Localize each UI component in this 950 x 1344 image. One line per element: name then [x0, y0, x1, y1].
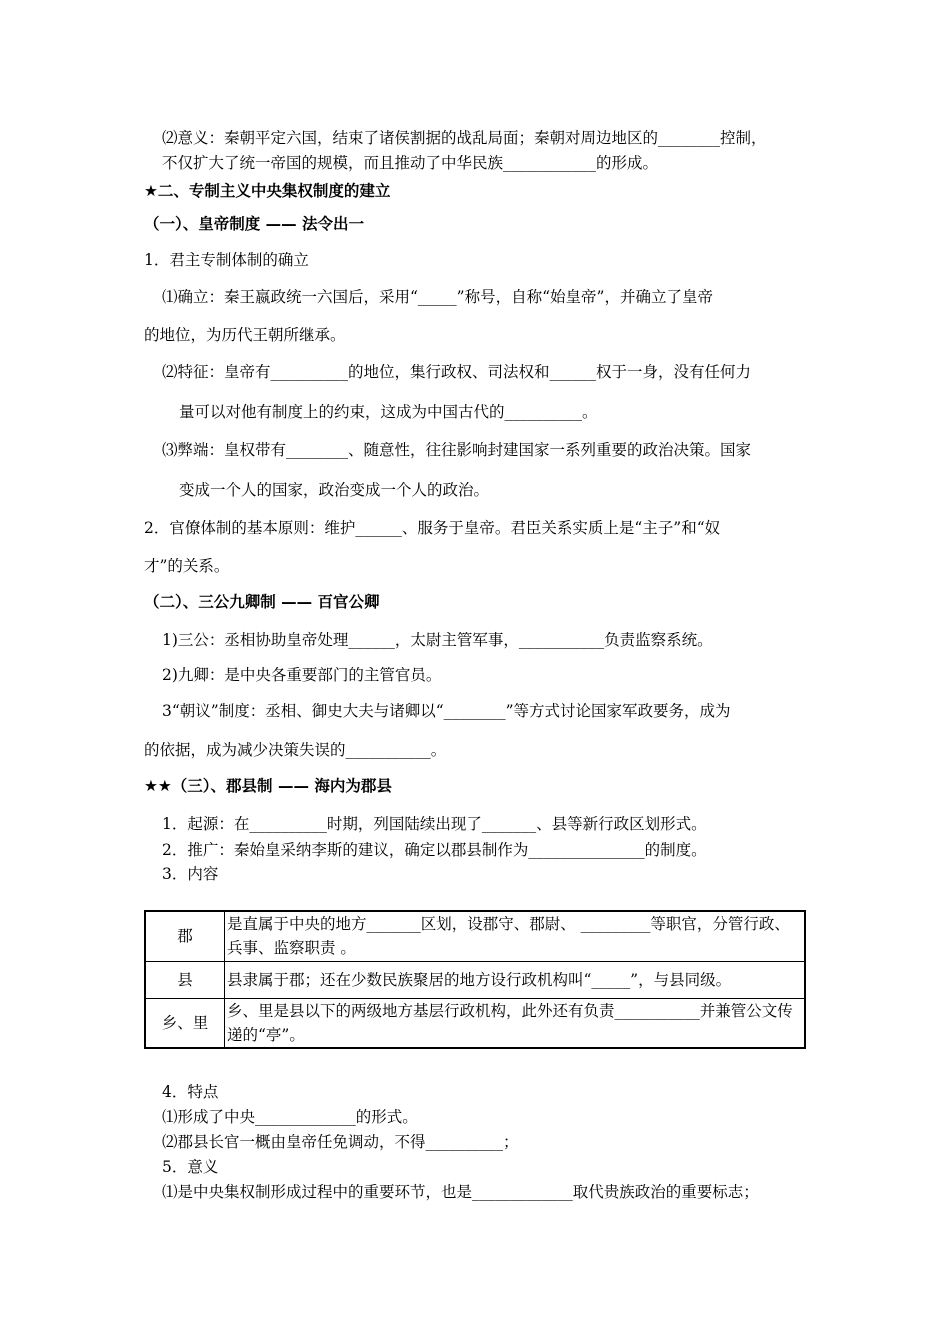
item-heading: 1．君主专制体制的确立 — [144, 251, 309, 269]
paragraph-line: 3．内容 — [162, 865, 219, 883]
paragraph-line: 量可以对他有制度上的约束，这成为中国古代的__________。 — [179, 403, 598, 421]
table-row — [145, 911, 805, 961]
paragraph-line: 才”的关系。 — [144, 557, 230, 575]
paragraph-line: ⑵特征：皇帝有__________的地位，集行政权、司法权和______权于一身，没有任何力 — [162, 363, 752, 381]
paragraph-line: 2．官僚体制的基本原则：维护______、服务于皇帝。君臣关系实质上是“主子”和“奴 — [144, 519, 721, 537]
section-heading: ★二、专制主义中央集权制度的建立 — [144, 182, 391, 200]
item-heading: 4．特点 — [162, 1083, 219, 1101]
table-row — [145, 998, 805, 1048]
paragraph-line: 1．起源：在__________时期，列国陆续出现了_______、县等新行政区划形式。 — [162, 815, 707, 833]
paragraph-line: 3“朝议”制度：丞相、御史大夫与诸卿以“________”等方式讨论国家军政要务，成为 — [162, 702, 731, 720]
table-row — [145, 961, 805, 998]
paragraph-line: ⑴确立：秦王嬴政统一六国后，采用“_____”称号，自称“始皇帝”，并确立了皇帝 — [162, 288, 713, 306]
table-cell: 是直属于中央的地方_______区划，设郡守、郡尉、 _________等职官，分管行政、兵事、监察职责 。 — [225, 911, 806, 961]
paragraph-line: 不仅扩大了统一帝国的规模，而且推动了中华民族____________的形成。 — [162, 154, 659, 172]
table-cell: 县隶属于郡；还在少数民族聚居的地方设行政机构叫“_____”，与县同级。 — [225, 961, 806, 998]
paragraph-line: 的地位，为历代王朝所继承。 — [144, 326, 346, 344]
table-row-head: 乡、里 — [145, 998, 225, 1048]
paragraph-line: ⑴是中央集权制形成过程中的重要环节，也是_____________取代贵族政治的重要标志； — [162, 1183, 759, 1201]
paragraph-line: ⑵意义：秦朝平定六国，结束了诸侯割据的战乱局面；秦朝对周边地区的________控制， — [162, 129, 767, 147]
paragraph-line: 2．推广：秦始皇采纳李斯的建议，确定以郡县制作为_______________的制度。 — [162, 841, 707, 859]
paragraph-line: 2)九卿：是中央各重要部门的主管官员。 — [162, 666, 442, 684]
paragraph-line: 1)三公：丞相协助皇帝处理______，太尉主管军事，___________负责监察系统。 — [162, 631, 713, 649]
table-row-head: 郡 — [145, 911, 225, 961]
item-heading: 5．意义 — [162, 1158, 219, 1176]
subsection-heading: （二）、三公九卿制 —— 百官公卿 — [144, 593, 380, 611]
subsection-heading: ★★（三）、郡县制 —— 海内为郡县 — [144, 777, 392, 795]
paragraph-line: ⑴形成了中央_____________的形式。 — [162, 1108, 418, 1126]
paragraph-line: 变成一个人的国家，政治变成一个人的政治。 — [179, 481, 490, 499]
table-row-head: 县 — [145, 961, 225, 998]
county-system-table — [144, 910, 806, 1049]
subsection-heading: （一）、皇帝制度 —— 法令出一 — [144, 215, 365, 233]
paragraph-line: ⑵郡县长官一概由皇帝任免调动，不得__________； — [162, 1133, 519, 1151]
paragraph-line: 的依据，成为减少决策失误的___________。 — [144, 741, 447, 759]
table-cell: 乡、里是县以下的两级地方基层行政机构，此外还有负责___________并兼管公文传递的“亭”。 — [225, 998, 806, 1048]
paragraph-line: ⑶弊端：皇权带有________、随意性，往往影响封建国家一系列重要的政治决策。国家 — [162, 441, 752, 459]
